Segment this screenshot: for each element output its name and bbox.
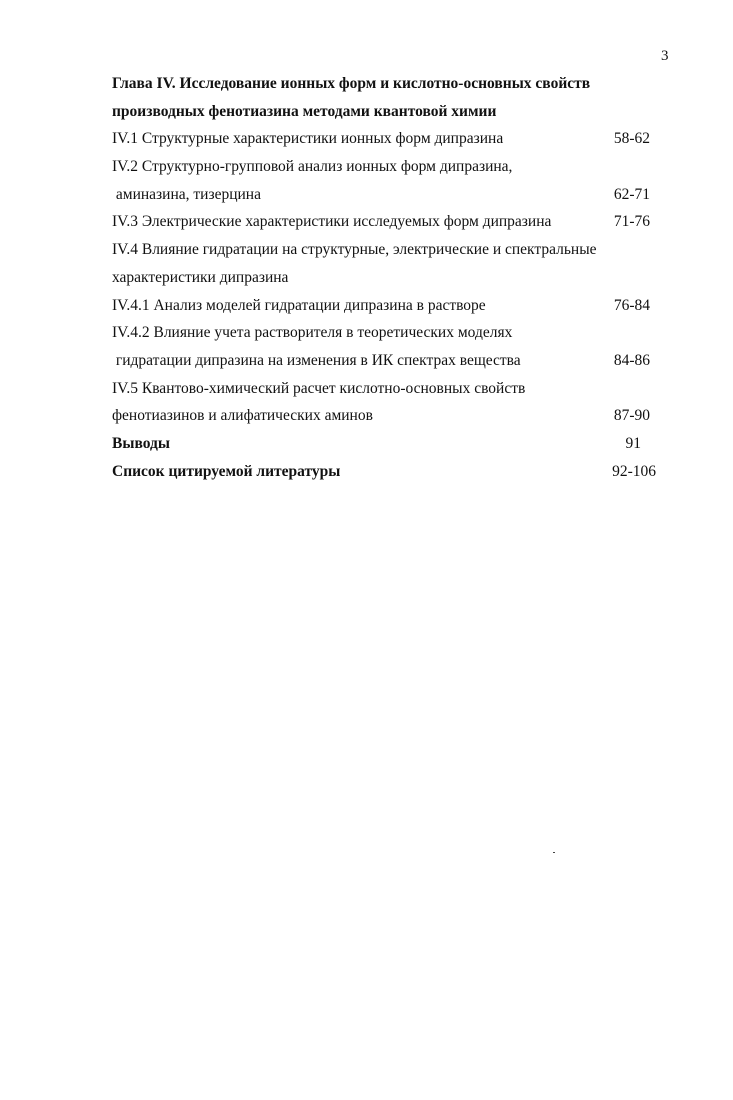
toc-entry-iv-5 [112, 375, 660, 430]
toc-entry-text: IV.4.1 Анализ моделей гидратации дипразина в растворе [112, 296, 486, 314]
toc-entry-chapter-4 [112, 70, 660, 125]
toc-entry-iv-1 [112, 125, 660, 153]
toc-line [112, 319, 660, 347]
toc-entry-text: Список цитируемой литературы [112, 462, 341, 480]
toc-line [112, 402, 660, 430]
toc-line [112, 375, 660, 403]
toc-line [112, 70, 660, 98]
toc-entry-text: IV.1 Структурные характеристики ионных форм дипразина [112, 130, 504, 148]
toc-entry-iv-2 [112, 153, 660, 208]
toc-entry-text: IV.4.2 Влияние учета растворителя в теоретических моделях [112, 324, 513, 342]
toc-entry-iv-4 [112, 236, 660, 291]
toc-entry-pages: 71-76 [613, 213, 650, 231]
toc-line [112, 458, 660, 486]
toc-entry-text: IV.5 Квантово-химический расчет кислотно-основных свойств [112, 379, 526, 397]
toc-entry-text: характеристики дипразина [112, 268, 289, 286]
toc-entry-text: Выводы [112, 434, 170, 452]
toc-entry-text: IV.3 Электрические характеристики исследуемых форм дипразина [112, 213, 552, 231]
toc-entry-references [112, 458, 660, 486]
toc-entry-text: производных фенотиазина методами квантовой химии [112, 102, 497, 120]
toc-entry-text: Глава IV. Исследование ионных форм и кислотно-основных свойств [112, 75, 591, 92]
toc-line [112, 430, 660, 458]
toc-entry-pages: 84-86 [613, 351, 650, 369]
toc-entry-iv-3 [112, 208, 660, 236]
toc-entry-text: IV.4 Влияние гидратации на структурные, электрические и спектральные [112, 241, 597, 259]
toc-entry-text: IV.2 Структурно-групповой анализ ионных форм дипразина, [112, 158, 513, 176]
toc-entry-text: гидратации дипразина на изменения в ИК спектрах вещества [112, 351, 521, 369]
toc-entry-pages: 91 [625, 434, 641, 452]
toc-line [112, 125, 660, 153]
toc-entry-pages: 76-84 [613, 296, 650, 314]
toc-line [112, 181, 660, 209]
toc-entry-iv-4-1 [112, 292, 660, 320]
toc-line [112, 264, 660, 292]
toc-entry-text: фенотиазинов и алифатических аминов [112, 407, 373, 425]
toc-line [112, 292, 660, 320]
toc-entry-pages: 62-71 [613, 185, 650, 203]
page-number: 3 [661, 48, 669, 64]
toc-entry-iv-4-2 [112, 319, 660, 374]
toc-line [112, 98, 660, 126]
toc-line [112, 208, 660, 236]
toc-line [112, 347, 660, 375]
toc-entry-pages: 87-90 [613, 407, 650, 425]
table-of-contents [112, 70, 660, 485]
toc-entry-pages: 58-62 [613, 130, 650, 148]
toc-entry-pages: 92-106 [612, 462, 656, 480]
toc-line [112, 153, 660, 181]
scan-speck [553, 852, 555, 853]
toc-entry-conclusions [112, 430, 660, 458]
toc-line [112, 236, 660, 264]
toc-entry-text: аминазина, тизерцина [112, 185, 261, 203]
